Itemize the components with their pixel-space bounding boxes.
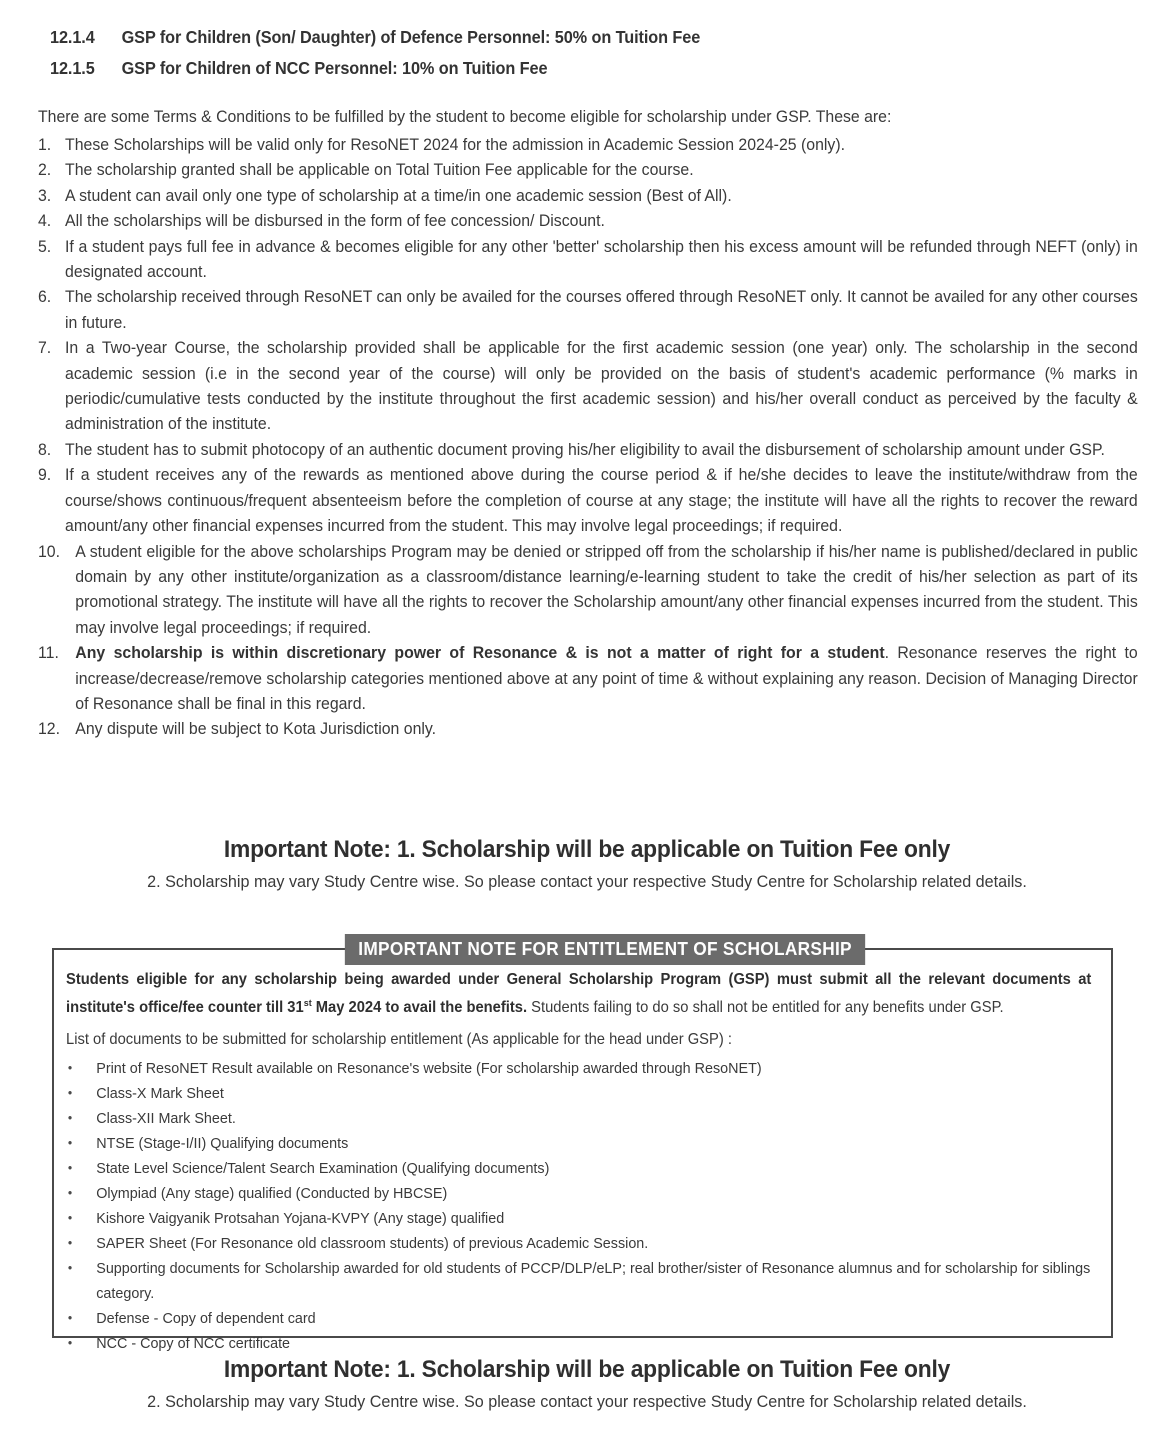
section-heading-12-1-5 (50, 58, 1054, 79)
list-item-label: NCC - Copy of NCC certificate (96, 1334, 291, 1352)
terms-list (38, 132, 1138, 742)
section-heading-12-1-4 (50, 27, 1054, 48)
term-text: In a Two-year Course, the scholarship provided shall be applicable for the first academic session (one year) only. The scholarship in the second academic session (i.e in the second year of the course) will only be provided on the basis of student's academic performance (% marks in periodic/cumulative tests conducted by the institute throughout the first academic session) and his/her overall conduct as perceived by the faculty & administration of the institute. (65, 338, 1138, 434)
term-item (38, 234, 1138, 285)
term-text: A student can avail only one type of scholarship at a time/in one academic session (Best of All). (65, 185, 732, 205)
entitlement-list-intro: List of documents to be submitted for scholarship entitlement (As applicable for the head under GSP) : (66, 1031, 732, 1049)
bullet-icon: • (67, 1135, 73, 1151)
list-item-label: Olympiad (Any stage) qualified (Conducted by HBCSE) (96, 1185, 448, 1203)
important-note-title: Important Note: 1. Scholarship will be applicable on Tuition Fee only (223, 836, 951, 863)
list-item-label: State Level Science/Talent Search Examination (Qualifying documents) (96, 1160, 550, 1178)
list-item-label: Print of ResoNET Result available on Resonance's website (For scholarship awarded through ResoNET) (96, 1060, 762, 1078)
list-item (66, 1182, 1106, 1207)
list-item (66, 1257, 1106, 1306)
list-item (66, 1057, 1106, 1082)
important-note-subtitle: 2. Scholarship may vary Study Centre wise. So please contact your respective Study Centre for Scholarship related details. (147, 872, 1027, 891)
bullet-icon: • (67, 1235, 73, 1251)
important-note-bottom (0, 1356, 1174, 1412)
list-item-label: Defense - Copy of dependent card (96, 1309, 316, 1327)
term-item (38, 462, 1138, 538)
term-text: The scholarship received through ResoNET can only be availed for the courses offered through ResoNET only. It cannot be availed for any other courses in future. (65, 287, 1138, 332)
term-text: All the scholarships will be disbursed in the form of fee concession/ Discount. (65, 211, 605, 231)
term-number: 1. (38, 135, 52, 154)
list-item (66, 1232, 1106, 1257)
term-text: These Scholarships will be valid only for ResoNET 2024 for the admission in Academic Session 2024-25 (only). (65, 135, 846, 154)
list-item (66, 1132, 1106, 1157)
bullet-icon: • (67, 1309, 73, 1325)
list-item (66, 1157, 1106, 1182)
bullet-icon: • (67, 1334, 73, 1350)
term-item (38, 183, 1138, 208)
term-text: If a student pays full fee in advance & becomes eligible for any other 'better' scholarship then his excess amount will be refunded through NEFT (only) in designated account. (65, 236, 1138, 282)
term-number: 3. (38, 185, 52, 205)
term-number: 4. (38, 211, 52, 231)
term-number: 2. (38, 160, 52, 180)
term-text: . Resonance reserves the right to increase/decrease/remove scholarship categories mentioned above at any point of time & without explaining any reason. Decision of Managing Director of Resonance shall be final in this regard. (75, 643, 1138, 713)
section-label: GSP for Children (Son/ Daughter) of Defence Personnel: 50% on Tuition Fee (121, 27, 701, 47)
list-item-label: Class-XII Mark Sheet. (96, 1110, 236, 1128)
bullet-icon: • (67, 1060, 73, 1076)
term-item (38, 716, 1138, 741)
list-item-label: SAPER Sheet (For Resonance old classroom students) of previous Academic Session. (96, 1235, 649, 1253)
term-number: 10. (38, 541, 61, 561)
list-item (66, 1082, 1106, 1107)
term-item (38, 208, 1138, 233)
section-number: 12.1.4 (50, 27, 95, 47)
list-item-label: Kishore Vaigyanik Protsahan Yojana-KVPY (Any stage) qualified (96, 1210, 505, 1228)
entitlement-documents-list (66, 1057, 1106, 1356)
term-item (38, 157, 1138, 182)
term-number: 7. (38, 338, 52, 358)
entitlement-lead-superscript: st (303, 998, 312, 1009)
entitlement-lead-bold-2: May 2024 to avail the benefits. (311, 999, 528, 1017)
section-number: 12.1.5 (50, 58, 95, 78)
bullet-icon: • (67, 1085, 73, 1101)
list-item (66, 1107, 1106, 1132)
term-item (38, 132, 1138, 157)
entitlement-lead-bold-1: Students eligible for any scholarship being awarded under General Scholarship Program (GSP) must submit all the relevant documents at institute's office/fee counter till 31 (66, 971, 1092, 1017)
term-number: 5. (38, 236, 52, 256)
bullet-icon: • (67, 1260, 73, 1276)
bullet-icon: • (67, 1210, 73, 1226)
term-text: If a student receives any of the rewards as mentioned above during the course period & if he/she decides to leave the institute/withdraw from the course/shows continuous/frequent absenteeism before the completion of course at any stage; the institute will have all the rights to recover the reward amount/any other financial expenses incurred from the student. This may involve legal proceedings; if required. (65, 465, 1138, 536)
term-number: 8. (38, 439, 52, 459)
list-item (66, 1207, 1106, 1232)
list-item (66, 1332, 1106, 1357)
term-number: 9. (38, 465, 52, 485)
term-item (38, 437, 1138, 462)
bullet-icon: • (67, 1110, 73, 1126)
term-number: 6. (38, 287, 52, 307)
term-text: The scholarship granted shall be applicable on Total Tuition Fee applicable for the course. (65, 160, 694, 180)
entitlement-box-banner: IMPORTANT NOTE FOR ENTITLEMENT OF SCHOLARSHIP (345, 934, 865, 965)
term-text: Any dispute will be subject to Kota Jurisdiction only. (75, 719, 437, 739)
bullet-icon: • (67, 1160, 73, 1176)
term-text-bold: Any scholarship is within discretionary power of Resonance & is not a matter of right for a student (75, 643, 885, 663)
entitlement-lead-normal: Students failing to do so shall not be entitled for any benefits under GSP. (527, 999, 1004, 1017)
bullet-icon: • (67, 1185, 73, 1201)
list-item-label: Class-X Mark Sheet (96, 1085, 224, 1103)
term-text: The student has to submit photocopy of an authentic document proving his/her eligibility to avail the disbursement of scholarship amount under GSP. (65, 439, 1105, 459)
entitlement-box-content (66, 968, 1102, 1357)
term-text: A student eligible for the above scholarships Program may be denied or stripped off from the scholarship if his/her name is published/declared in public domain by any other institute/organization as a classroom/distance learning/e-learning student to take the credit of his/her selection as part of its promotional strategy. The institute will have all the rights to recover the Scholarship amount/any other financial expenses incurred from the student. This may involve legal proceedings; if required. (75, 541, 1138, 637)
section-label: GSP for Children of NCC Personnel: 10% on Tuition Fee (121, 58, 548, 78)
term-item (38, 335, 1138, 437)
list-item (66, 1307, 1106, 1332)
term-item (38, 539, 1138, 641)
entitlement-lead-paragraph (66, 968, 1091, 1020)
list-item-label: Supporting documents for Scholarship awarded for old students of PCCP/DLP/eLP; real brother/sister of Resonance alumnus and for scholarship for siblings category. (96, 1260, 1091, 1302)
term-item (38, 284, 1138, 335)
terms-intro: There are some Terms & Conditions to be fulfilled by the student to become eligible for scholarship under GSP. These are: (38, 107, 892, 126)
list-item-label: NTSE (Stage-I/II) Qualifying documents (96, 1135, 349, 1153)
important-note-top (0, 836, 1174, 892)
term-number: 11. (38, 643, 59, 663)
important-note-title: Important Note: 1. Scholarship will be applicable on Tuition Fee only (223, 1356, 951, 1383)
term-number: 12. (38, 719, 61, 739)
important-note-subtitle: 2. Scholarship may vary Study Centre wise. So please contact your respective Study Centre for Scholarship related details. (147, 1392, 1027, 1411)
term-item (38, 640, 1138, 716)
